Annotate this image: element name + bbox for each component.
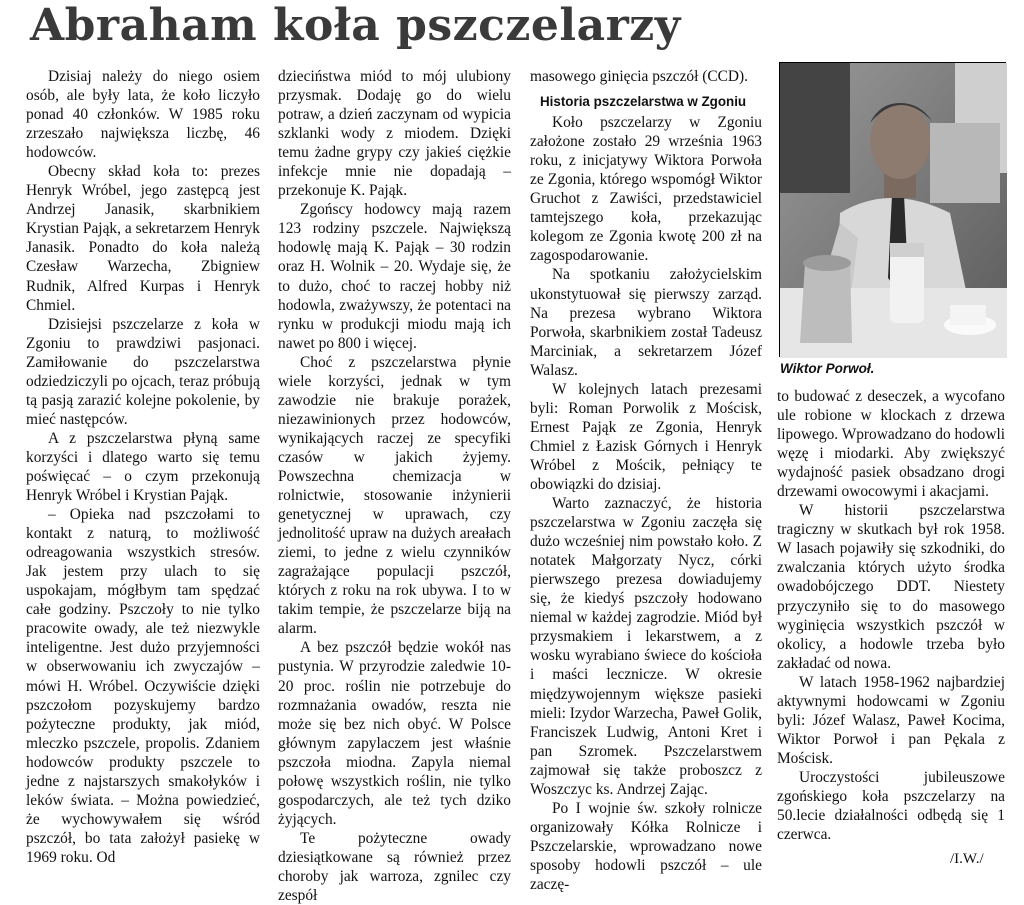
article-column-3: [530, 67, 762, 894]
paragraph: Obecny skład koła to: prezes Henryk Wróbel, jego zastępcą jest Andrzej Janasik, skarbnikiem Krystian Pająk, a sekretarzem Henryk Janasik. Ponadto do koła należą Czesław Warzecha, Zbigniew Rudnik, Alfred Kurpas i Henryk Chmiel.: [26, 163, 260, 314]
portrait-photo: [779, 62, 1006, 357]
article-column-4: [777, 387, 1005, 844]
paragraph: Na spotkaniu założycielskim ukonstytuował się pierwszy zarząd. Na prezesa wybrano Wiktora Porwoła, skarbnikiem został Tadeusz Marciniak, a sekretarzem Józef Walasz.: [530, 266, 762, 379]
paragraph: Te pożyteczne owady dziesiątkowane są również przez choroby jak warroza, zgnilec czy zespół: [278, 829, 511, 905]
paragraph: W historii pszczelarstwa tragiczny w skutkach był rok 1958. W lasach pojawiły się szkodniki, do zwalczania których użyto środka owadobójczego DDT. Niestety przyczyniło się to do masowego wyginięcia wszystkich pszczół w okolicy, a hodowle trzeba było zakładać od nowa.: [777, 502, 1005, 672]
portrait-illustration: [780, 63, 1007, 358]
paragraph: W latach 1958-1962 najbardziej aktywnymi hodowcami w Zgoniu byli: Józef Walasz, Paweł Kocima, Wiktor Porwoł i pan Pękala z Mościsk.: [777, 673, 1005, 767]
subheading: Historia pszczelarstwa w Zgoniu: [540, 94, 747, 110]
paragraph-continued: dzieciństwa miód to mój ulubiony przysmak. Dodaję go do wielu potraw, a dzień zaczynam od wypicia szklanki wody z miodem. Dzięki temu żadne grypy czy jakieś ciężkie infekcje mnie nie dopadają – przekonuje K. Pająk.: [278, 68, 511, 200]
paragraph: Po I wojnie św. szkoły rolnicze organizowały Kółka Rolnicze i Pszczelarskie, wprowadzano nowe sposoby hodowli pszczół – ule zaczę-: [530, 799, 762, 893]
paragraph: Uroczystości jubileuszowe zgońskiego koła pszczelarzy na 50.lecie działalności odbędą się 1 czerwca.: [777, 768, 1005, 844]
paragraph: Dzisiaj należy do niego osiem osób, ale były lata, że koło liczyło ponad 40 członków. W 1985 roku zrzeszało największa liczbę, 46 hodowców.: [26, 68, 260, 162]
paragraph: – Opieka nad pszczołami to kontakt z naturą, to możliwość odreagowania wszystkich stresów. Jak jestem przy ulach to się uspokajam, mógłbym tam spędzać całe godziny. Pszczoły to nie tylko pracowite owady, ale też niezwykle inteligentne. Jest dużo przyjemności w obserwowaniu ich zwyczajów – mówi H. Wróbel. Oczywiście dzięki pszczołom pozyskujemy bardzo pożyteczne produkty, jak miód, mleczko pszczele, propolis. Zdaniem hodowców produkty pszczele to jedne z najstarszych smakołyków i leków świata. – Można powiedzieć, że wychowywałem się wśród pszczół, bo tata założył pasiekę w 1969 roku. Od: [26, 506, 260, 866]
article-column-2: [278, 67, 511, 905]
paragraph: Zgońscy hodowcy mają razem 123 rodziny pszczele. Największą hodowlę mają K. Pająk – 30 rodzin oraz H. Wolnik – 20. Wydaje się, że to dużo, choć to raczej hobby niż hodowla, zważywszy, że potentaci na rynku w produkcji miodu mają ich nawet po 800 i więcej.: [278, 201, 511, 352]
paragraph: A bez pszczół będzie wokół nas pustynia. W przyrodzie zaledwie 10-20 proc. roślin nie potrzebuje do rozmnażania owadów, reszta nie może się bez nich obyć. W Polsce głównym zapylaczem jest właśnie pszczoła miodna. Zapyla niemal połowę wszystkich roślin, nie tylko gospodarczych, ale też tych dziko żyjących.: [278, 639, 511, 828]
paragraph: Dzisiejsi pszczelarze z koła w Zgoniu to prawdziwi pasjonaci. Zamiłowanie do pszczelarstwa odziedziczyli po ojcach, teraz próbują tą pasją zarazić kolejne pokolenie, by mieć następców.: [26, 315, 260, 428]
paragraph: Warto zaznaczyć, że historia pszczelarstwa w Zgoniu zaczęła się dużo wcześniej nim powstało koło. Z notatek Małgorzaty Nycz, córki pierwszego prezesa dowiadujemy się, że kiedyś pszczoły hodowano niemal w każdej zagrodzie. Miód był przysmakiem i lekarstwem, a z wosku wyrabiano świece do kościoła i maści lecznicze. W okresie międzywojennym większe pasieki mieli: Izydor Warzecha, Paweł Golik, Franciszek Ludwig, Antoni Kret i pan Szromek. Pszczelarstwem zajmował się także proboszcz z Woszczyc ks. Andrzej Zając.: [530, 495, 762, 798]
headline: Abraham koła pszczelarzy: [30, 0, 681, 51]
article-column-1: [26, 67, 260, 867]
paragraph: A z pszczelarstwa płyną same korzyści i dlatego warto się temu poświęcać – o czym przekonują Henryk Wróbel i Krystian Pająk.: [26, 429, 260, 505]
paragraph-continued: to budować z deseczek, a wycofano ule robione w klockach z drzewa lipowego. Wprowadzano do hodowli węzę i miodarki. Aby zwiększyć wydajność pasiek obsadzano drogi drzewami owocowymi i akacjami.: [777, 388, 1005, 501]
paragraph: W kolejnych latach prezesami byli: Roman Porwolik z Mościsk, Ernest Pająk ze Zgonia, Henryk Chmiel z Łazisk Górnych i Henryk Wróbel z Mościk, pełniący te obowiązki do dzisiaj.: [530, 380, 762, 493]
paragraph: Koło pszczelarzy w Zgoniu założone zostało 29 września 1963 roku, z inicjatywy Wiktora Porwoła ze Zgonia, którego wspomógł Wiktor Gruchot z Zawiści, przedstawiciel tamtejszego koła, przekazując kolegom ze Zgonia kwotę 200 zł na zagospodarowanie.: [530, 114, 762, 265]
photo-caption: Wiktor Porwoł.: [780, 361, 875, 376]
paragraph: Choć z pszczelarstwa płynie wiele korzyści, jednak w tym zawodzie nie brakuje porażek, niezawinionych przez hodowców, wynikających raczej ze specyfiki czasów w jakich żyjemy. Powszechna chemizacja w rolnictwie, stosowanie inżynierii genetycznej w uprawach, czy jednolitość upraw na dużych areałach ziemi, to jedne z wielu czynników zagrażające populacji pszczół, których z roku na rok ubywa. I to w takim tempie, że pszczelarze biją na alarm.: [278, 353, 511, 638]
author-signature: /I.W./: [950, 851, 984, 867]
paragraph-continued: masowego ginięcia pszczół (CCD).: [530, 68, 748, 85]
